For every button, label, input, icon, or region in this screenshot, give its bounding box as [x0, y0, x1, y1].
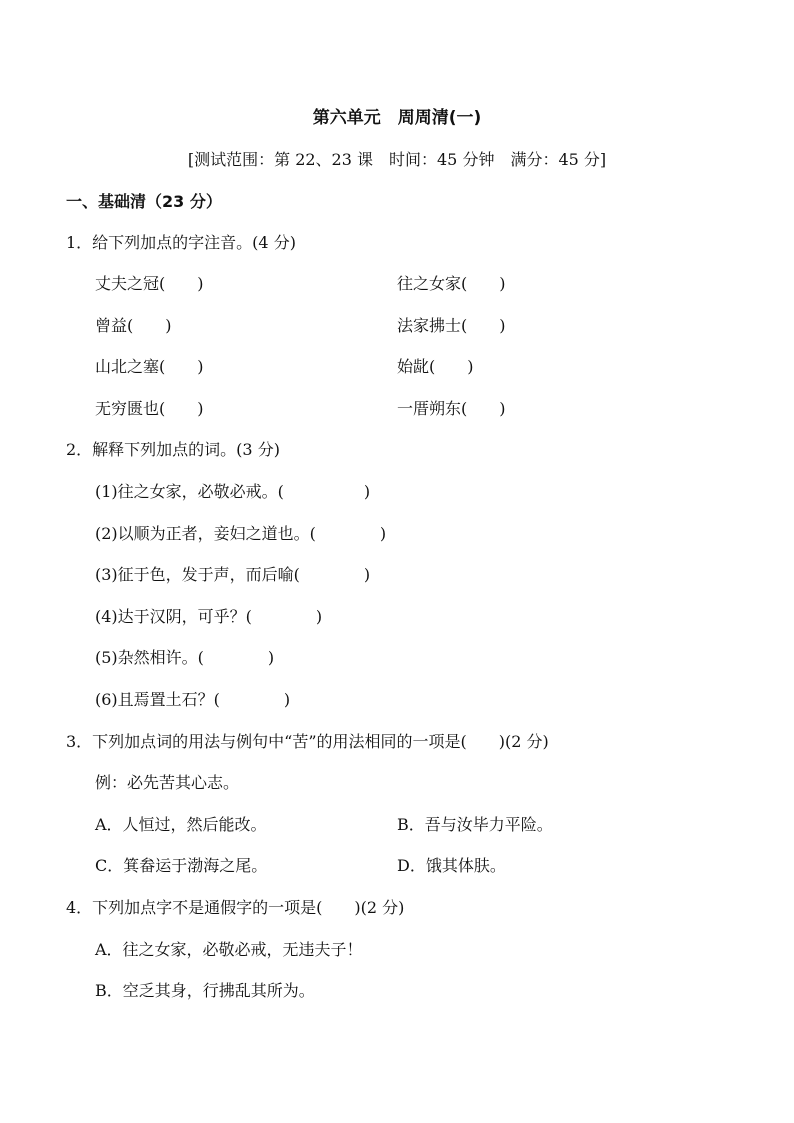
page-title: 第六单元 周周清(一)	[312, 108, 482, 128]
q2-item: (5)杂然相许。( )	[95, 648, 275, 667]
q2-item: (2)以顺为正者，妾妇之道也。( )	[95, 524, 387, 543]
q3-option-a: A．人恒过，然后能改。	[95, 815, 267, 834]
q2-item: (1)往之女家，必敬必戒。( )	[95, 482, 371, 501]
q3-option-d: D．饿其体肤。	[397, 856, 506, 875]
question-3-stem: 3．下列加点词的用法与例句中“苦”的用法相同的一项是( )(2 分)	[66, 732, 549, 751]
q3-option-c: C．箕畚运于渤海之尾。	[95, 856, 268, 875]
question-1-stem: 1．给下列加点的字注音。(4 分)	[66, 233, 296, 252]
q2-item: (3)征于色，发于声，而后喻( )	[95, 565, 371, 584]
q4-option-a: A．往之女家，必敬必戒，无违夫子！	[95, 940, 363, 959]
q1-item: 山北之塞( )	[95, 357, 204, 376]
q1-item: 丈夫之冠( )	[95, 274, 204, 293]
q2-item: (6)且焉置土石？( )	[95, 690, 291, 709]
q1-item: 法家拂士( )	[397, 316, 506, 335]
test-range: [测试范围：第 22、23 课 时间：45 分钟 满分：45 分]	[187, 150, 607, 169]
q3-example: 例：必先苦其心志。	[95, 773, 240, 792]
question-4-stem: 4．下列加点字不是通假字的一项是( )(2 分)	[66, 898, 405, 917]
question-2-stem: 2．解释下列加点的词。(3 分)	[66, 440, 280, 459]
q1-item: 始龀( )	[397, 357, 474, 376]
q1-item: 无穷匮也( )	[95, 399, 204, 418]
q1-item: 往之女家( )	[397, 274, 506, 293]
q1-item: 曾益( )	[95, 316, 172, 335]
q2-item: (4)达于汉阴，可乎？( )	[95, 607, 323, 626]
q1-item: 一厝朔东( )	[397, 399, 506, 418]
q3-option-b: B．吾与汝毕力平险。	[397, 815, 553, 834]
section-heading: 一、基础清（23 分）	[66, 192, 222, 211]
q4-option-b: B．空乏其身，行拂乱其所为。	[95, 981, 315, 1000]
